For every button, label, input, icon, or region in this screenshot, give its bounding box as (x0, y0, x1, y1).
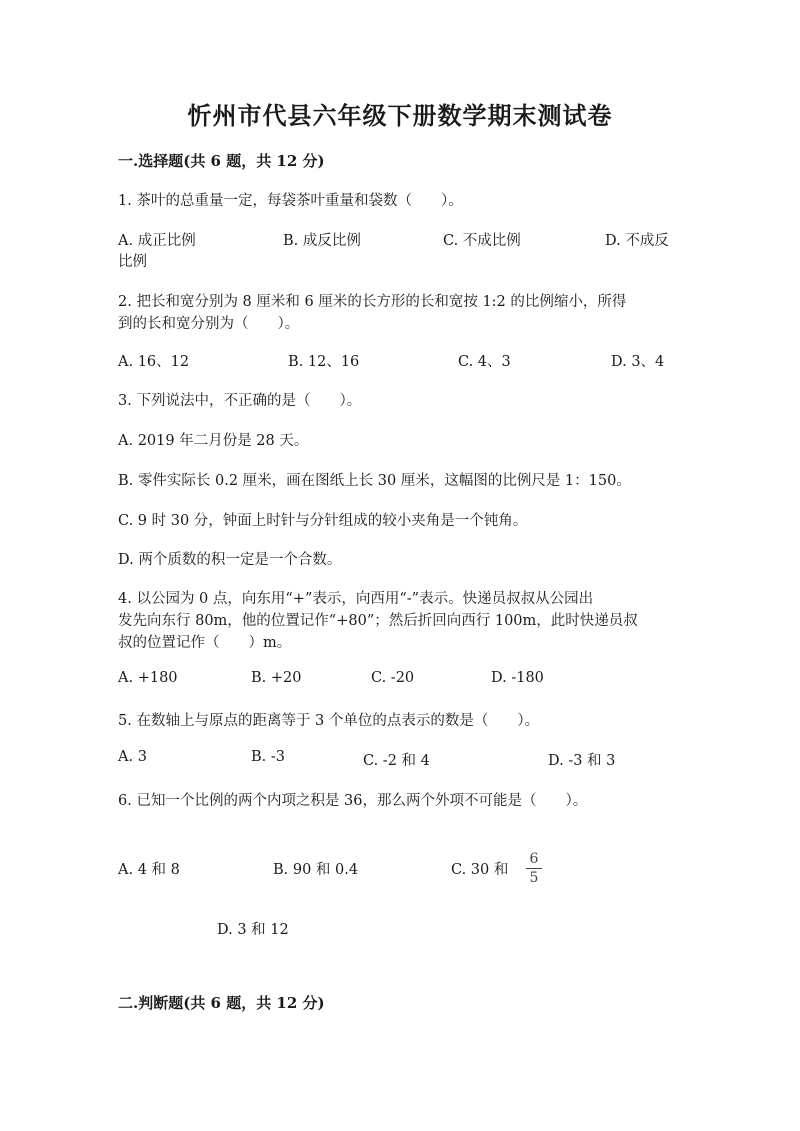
question-1-option-a: A. 成正比例 (118, 233, 196, 249)
question-5-option-a: A. 3 (118, 749, 147, 765)
question-4-option-a: A. +180 (118, 670, 178, 686)
section-heading-judgment: 二.判断题(共 6 题，共 12 分) (118, 994, 325, 1012)
question-4-option-c: C. -20 (371, 670, 415, 686)
question-6-option-c-fraction (524, 852, 544, 885)
fraction-denominator: 5 (529, 870, 539, 886)
question-5-option-c: C. -2 和 4 (363, 753, 430, 769)
question-1-stem: 1. 茶叶的总重量一定，每袋茶叶重量和袋数（ ）。 (118, 193, 463, 209)
question-4-option-b: B. +20 (251, 670, 302, 686)
question-2-option-d: D. 3、4 (611, 354, 665, 370)
question-1-option-b: B. 成反比例 (283, 233, 361, 249)
fraction-bar (526, 868, 542, 869)
question-2-option-b: B. 12、16 (288, 354, 360, 370)
section-heading-choice: 一.选择题(共 6 题，共 12 分) (118, 152, 325, 170)
question-4-stem-line2: 发先向东行 80m，他的位置记作“+80”；然后折回向西行 100m，此时快递员叔 (118, 613, 638, 629)
question-2-option-a: A. 16、12 (118, 354, 190, 370)
question-3-option-b: B. 零件实际长 0.2 厘米，画在图纸上长 30 厘米，这幅图的比例尺是 1：150。 (118, 473, 631, 489)
question-5-option-d: D. -3 和 3 (548, 753, 616, 769)
question-1-option-d-wrap: 比例 (118, 254, 147, 270)
question-6-option-a: A. 4 和 8 (118, 862, 180, 878)
question-6-option-d: D. 3 和 12 (217, 922, 289, 938)
page-title: 忻州市代县六年级下册数学期末测试卷 (187, 101, 613, 130)
question-2-option-c: C. 4、3 (458, 354, 511, 370)
question-3-option-c: C. 9 时 30 分，钟面上时针与分针组成的较小夹角是一个钝角。 (118, 513, 528, 529)
question-4-stem-line3: 叔的位置记作（ ）m。 (118, 635, 292, 651)
question-4-option-d: D. -180 (491, 670, 544, 686)
question-1-option-d: D. 不成反 (605, 233, 669, 249)
question-2-stem-line1: 2. 把长和宽分别为 8 厘米和 6 厘米的长方形的长和宽按 1:2 的比例缩小，所得 (118, 294, 627, 310)
question-3-stem: 3. 下列说法中，不正确的是（ ）。 (118, 393, 362, 409)
question-3-option-d: D. 两个质数的积一定是一个合数。 (118, 552, 342, 568)
question-6-option-b: B. 90 和 0.4 (273, 862, 359, 878)
question-5-option-b: B. -3 (251, 749, 285, 765)
fraction-numerator: 6 (529, 851, 539, 867)
question-6-stem: 6. 已知一个比例的两个内项之积是 36，那么两个外项不可能是（ ）。 (118, 793, 588, 809)
question-4-stem-line1: 4. 以公园为 0 点，向东用“+”表示，向西用“-”表示。快递员叔叔从公园出 (118, 591, 594, 607)
question-5-stem: 5. 在数轴上与原点的距离等于 3 个单位的点表示的数是（ ）。 (118, 713, 540, 729)
question-6-option-c: C. 30 和 (451, 862, 509, 878)
question-2-stem-line2: 到的长和宽分别为（ ）。 (118, 316, 300, 332)
question-1-option-c: C. 不成比例 (443, 233, 521, 249)
question-3-option-a: A. 2019 年二月份是 28 天。 (118, 433, 309, 449)
